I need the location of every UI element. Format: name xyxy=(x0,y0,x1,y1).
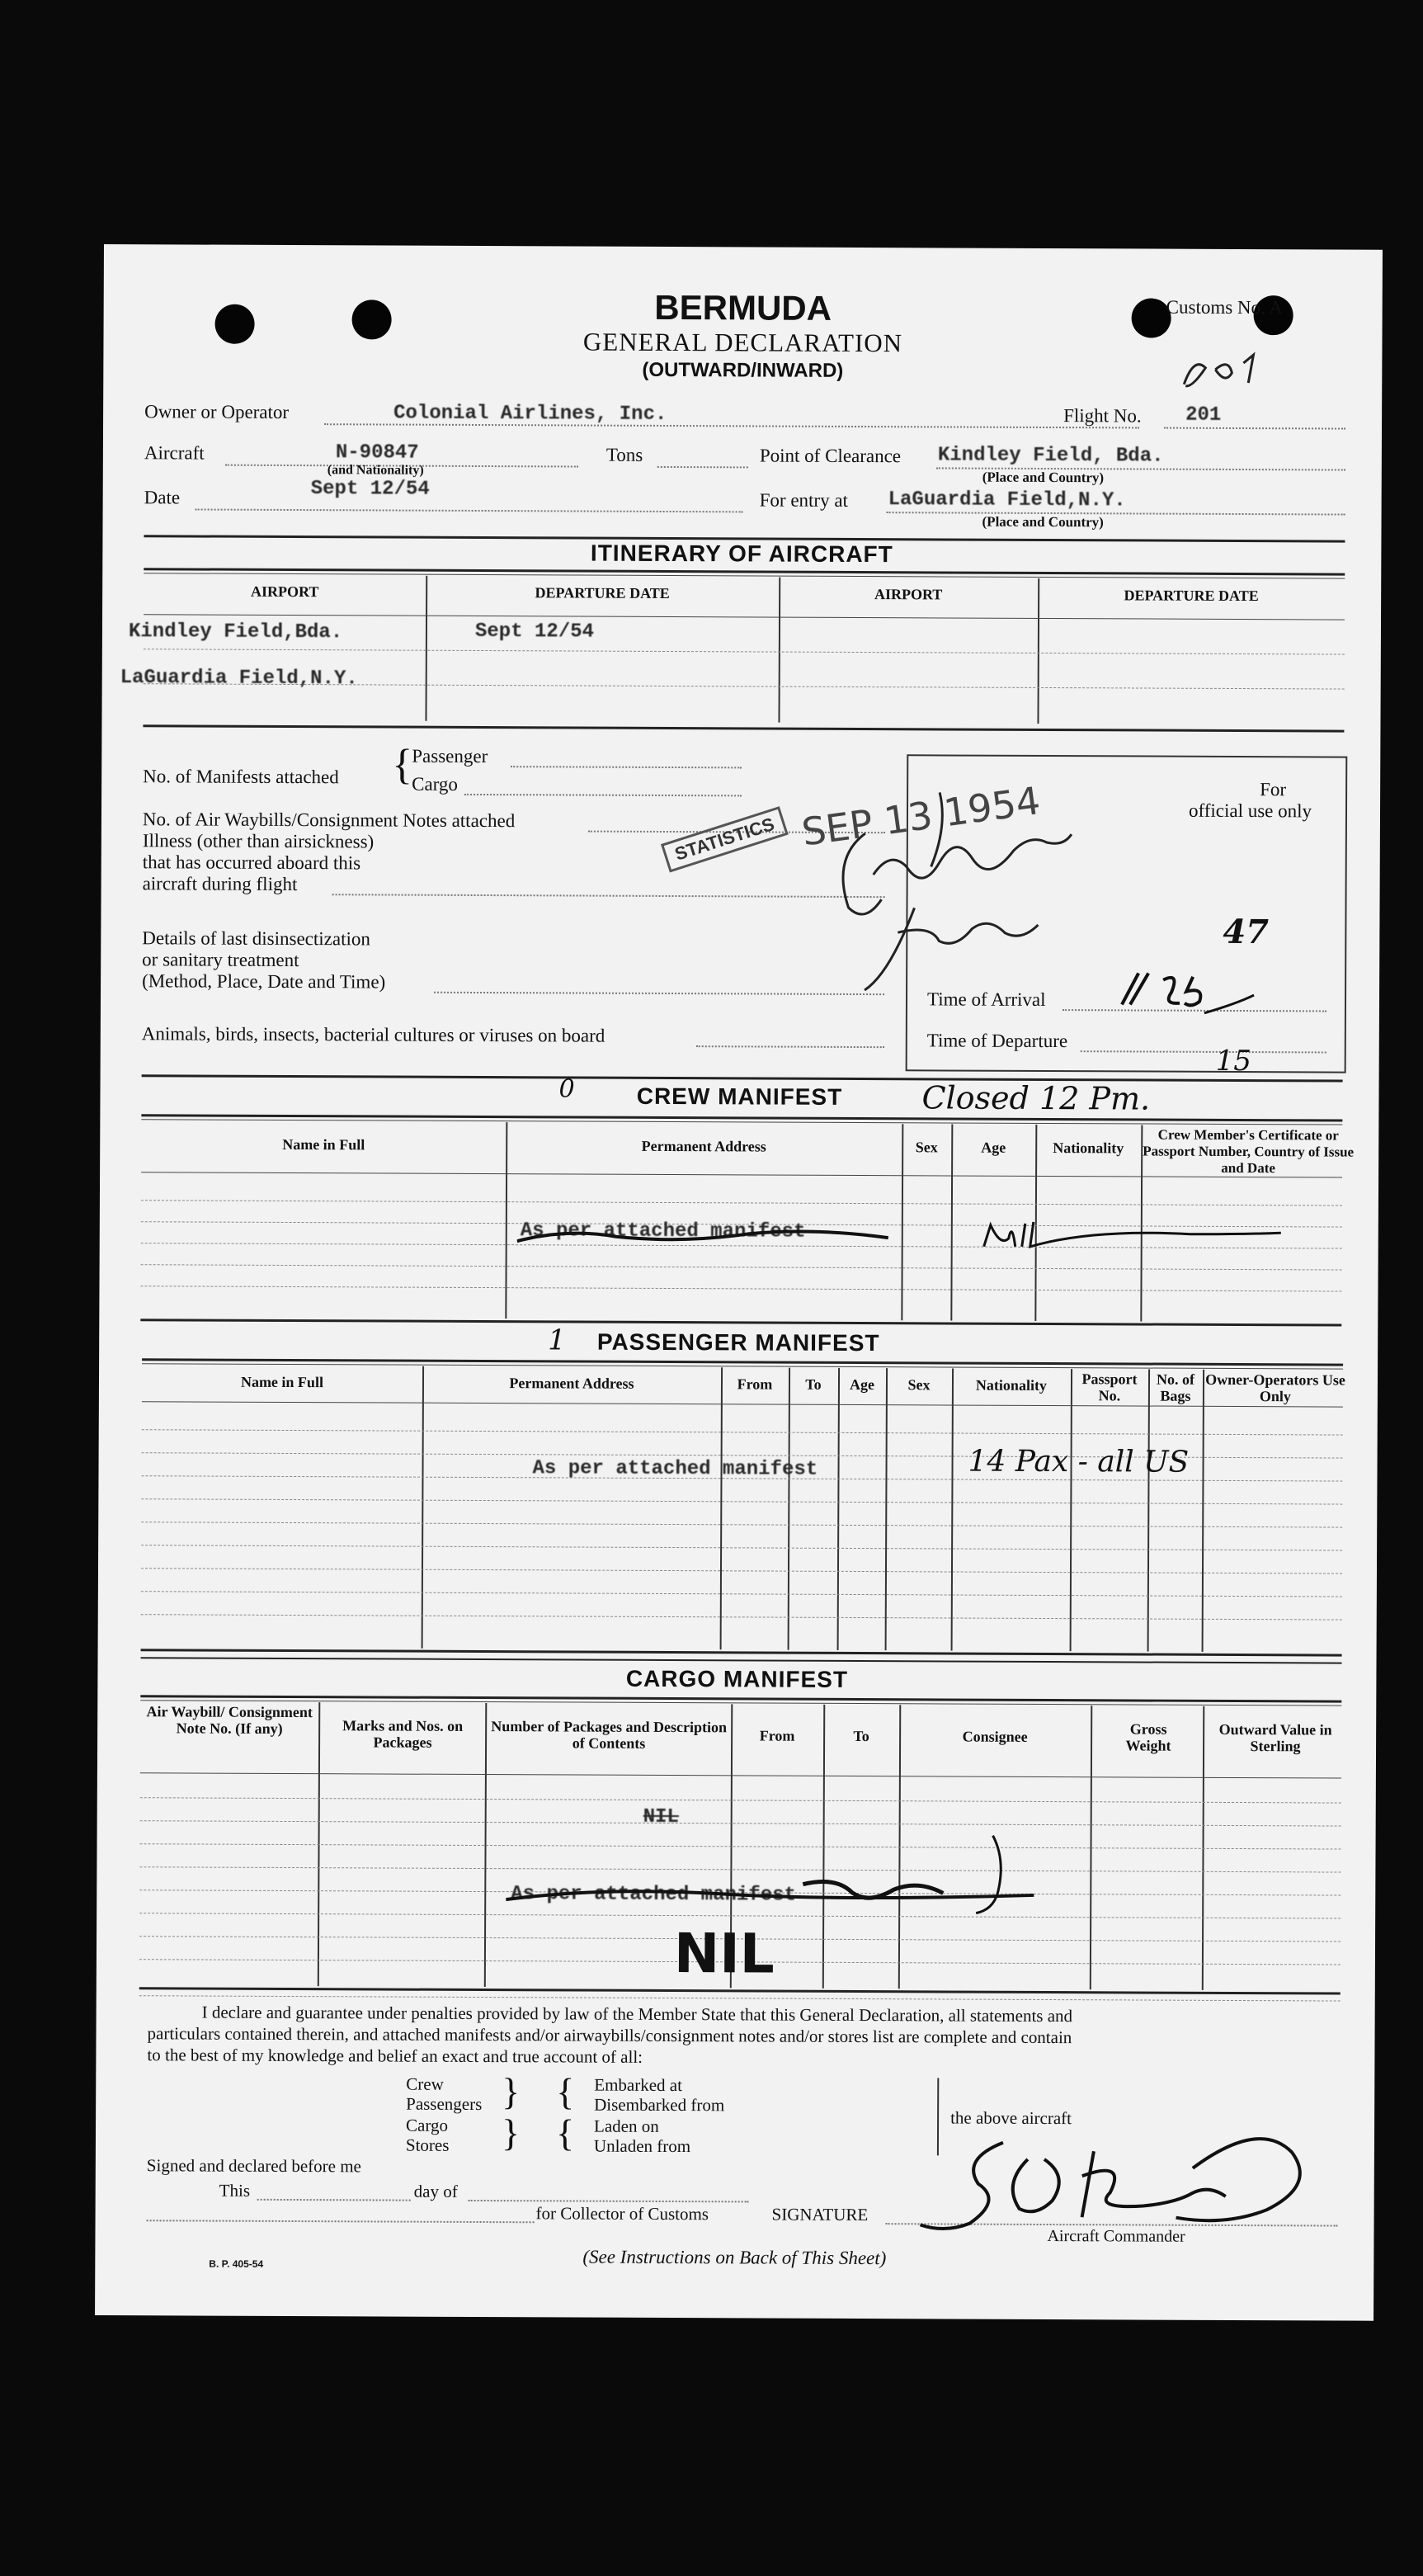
waybills-label: No. of Air Waybills/Consignment Notes attached xyxy=(142,809,516,832)
clearance-value: Kindley Field, Bda. xyxy=(937,444,1164,468)
itinerary-heading: ITINERARY OF AIRCRAFT xyxy=(590,540,893,568)
crew-typed-note: As per attached manifest xyxy=(520,1220,806,1243)
form-title: BERMUDA xyxy=(654,287,832,328)
cargo-footer-line xyxy=(139,1995,1341,2001)
footer-embarked: Embarked at xyxy=(594,2074,683,2096)
crew-zero-handwritten xyxy=(558,1074,574,1103)
cargo-top-rule xyxy=(141,1657,1342,1663)
declaration-form xyxy=(95,244,1383,2321)
crew-col-certificate: Crew Member's Certificate or Passport Number, Country of Issue and Date xyxy=(1143,1126,1355,1177)
cargo-col-value: Outward Value in Sterling xyxy=(1218,1720,1332,1755)
owner-value: Colonial Airlines, Inc. xyxy=(393,402,667,426)
cargo-nil-handwritten xyxy=(673,1922,775,1986)
itinerary-col-airport: AIRPORT xyxy=(874,586,943,603)
passenger-row-line xyxy=(141,1545,1342,1550)
crew-heading: CREW MANIFEST xyxy=(636,1083,843,1110)
illness-label-3: aircraft during flight xyxy=(142,873,298,895)
cargo-row-line xyxy=(140,1797,1341,1803)
passenger-row-line xyxy=(141,1568,1342,1573)
passenger-one-text: 1 xyxy=(548,1323,566,1357)
cargo-col-marks: Marks and Nos. on Packages xyxy=(342,1717,464,1751)
footer-passengers: Passengers xyxy=(406,2093,483,2115)
itinerary-row-line xyxy=(144,649,1345,654)
customs-number-label: Customs No. A xyxy=(1166,296,1283,318)
passenger-col-nationality: Nationality xyxy=(975,1376,1048,1394)
time-15-text: 15 xyxy=(1215,1044,1252,1078)
time-47-handwritten xyxy=(1223,913,1269,951)
closed-note-text: Closed 12 Pm. xyxy=(921,1079,1151,1117)
passenger-col-to: To xyxy=(805,1375,822,1393)
commander-label: Aircraft Commander xyxy=(1047,2227,1185,2246)
disinsect-label-2: or sanitary treatment xyxy=(142,949,299,971)
time-15-handwritten xyxy=(1216,1045,1251,1078)
flight-no-handwritten xyxy=(1177,345,1276,399)
day-of-line xyxy=(469,2200,749,2202)
manifests-brace: { xyxy=(392,741,413,789)
flight-no-value: 201 xyxy=(1185,403,1222,427)
manifests-cargo: Cargo xyxy=(412,773,459,795)
footer-brace-right: { xyxy=(556,2070,575,2113)
footer-unladen: Unladen from xyxy=(593,2135,691,2157)
passenger-col-name: Name in Full xyxy=(240,1373,324,1391)
cargo-typed-nil: NIL xyxy=(643,1805,679,1829)
passenger-col-bags: No. of Bags xyxy=(1156,1371,1195,1404)
entry-value: LaGuardia Field,N.Y. xyxy=(888,488,1126,512)
crew-nil-handwritten xyxy=(976,1214,1289,1261)
passenger-col-divider xyxy=(885,1368,888,1650)
passenger-col-divider xyxy=(1147,1370,1150,1652)
passenger-row-line xyxy=(142,1429,1343,1435)
itinerary-col-departure: DEPARTURE DATE xyxy=(1124,587,1259,605)
official-use-label-1: For xyxy=(1260,779,1287,800)
aircraft-sub: (and Nationality) xyxy=(327,463,424,478)
clearance-sub: (Place and Country) xyxy=(982,469,1105,486)
cargo-heading: CARGO MANIFEST xyxy=(625,1665,849,1692)
date-line xyxy=(196,508,743,512)
animals-line xyxy=(696,1045,884,1048)
footer-above-aircraft: the above aircraft xyxy=(950,2107,1072,2129)
footer-stores: Stores xyxy=(405,2135,450,2155)
declaration-text-2: particulars contained therein, and attached manifests and/or airwaybills/consignment notes and/or stores list are complete and contain xyxy=(147,2023,1072,2048)
itinerary-header-rule xyxy=(144,614,1345,620)
passenger-col-divider xyxy=(422,1366,424,1649)
passenger-col-age: Age xyxy=(849,1375,875,1394)
cargo-header-rule xyxy=(140,1772,1341,1778)
aircraft-label: Aircraft xyxy=(144,442,205,464)
cargo-typed-struck: As per attached manifest xyxy=(511,1883,796,1907)
footer-laden: Laden on xyxy=(594,2116,659,2136)
crew-strike xyxy=(517,1218,897,1257)
manifests-label: No. of Manifests attached xyxy=(143,766,339,788)
passenger-row-line xyxy=(141,1614,1342,1620)
date-stamp: SEP 13 1954 xyxy=(799,777,1044,855)
passenger-col-divider xyxy=(720,1367,723,1649)
passenger-heading: PASSENGER MANIFEST xyxy=(596,1328,880,1356)
passenger-col-owner-use: Owner-Operators Use Only xyxy=(1205,1371,1345,1405)
tons-line xyxy=(657,466,748,468)
instructions-note: (See Instructions on Back of This Sheet) xyxy=(582,2246,887,2269)
passenger-col-sex: Sex xyxy=(907,1376,931,1394)
footer-crew: Crew xyxy=(406,2074,444,2094)
day-of-label: day of xyxy=(413,2181,458,2201)
collector-line xyxy=(147,2220,535,2223)
passenger-row-line xyxy=(141,1591,1342,1597)
entry-label: For entry at xyxy=(759,489,849,511)
signature-label: SIGNATURE xyxy=(771,2204,869,2225)
form-direction: (OUTWARD/INWARD) xyxy=(642,358,844,382)
passenger-row-line xyxy=(141,1498,1342,1504)
date-label: Date xyxy=(144,487,181,508)
itinerary-airport-2: LaGuardia Field,N.Y. xyxy=(120,667,358,691)
passenger-col-divider xyxy=(1070,1369,1072,1651)
cargo-line xyxy=(464,794,742,796)
time-47-text: 47 xyxy=(1223,912,1270,952)
owner-label: Owner or Operator xyxy=(144,401,290,422)
declaration-text-1: I declare and guarantee under penalties provided by law of the Member State that this General Declaration, all statements and xyxy=(201,2002,1073,2026)
footer-brace-left: } xyxy=(501,2111,521,2154)
arrival-time-handwritten xyxy=(1114,955,1262,1026)
passenger-row-line xyxy=(141,1522,1342,1527)
crew-col-nationality: Nationality xyxy=(1053,1139,1124,1157)
cargo-nil-text: NIL xyxy=(673,1922,775,1986)
disinsect-label-3: (Method, Place, Date and Time) xyxy=(142,970,386,993)
closed-note-handwritten xyxy=(921,1079,1150,1116)
itinerary-airport-1: Kindley Field,Bda. xyxy=(128,620,343,644)
this-line xyxy=(257,2199,411,2201)
entry-sub: (Place and Country) xyxy=(982,513,1104,531)
tons-label: Tons xyxy=(605,444,643,465)
animals-label: Animals, birds, insects, bacterial cultures or viruses on board xyxy=(141,1023,605,1046)
cargo-strike xyxy=(506,1825,1051,1931)
form-number: B. P. 405-54 xyxy=(209,2258,264,2270)
passenger-typed-note: As per attached manifest xyxy=(532,1457,818,1481)
passenger-col-from: From xyxy=(737,1375,773,1393)
aircraft-value: N-90847 xyxy=(335,441,419,465)
passenger-line xyxy=(511,766,742,768)
statistics-stamp xyxy=(661,806,789,872)
itinerary-departure-1: Sept 12/54 xyxy=(474,620,595,644)
footer-disembarked: Disembarked from xyxy=(594,2094,725,2116)
departure-label: Time of Departure xyxy=(926,1030,1068,1052)
illness-label-2: that has occurred aboard this xyxy=(142,852,361,874)
crew-zero-text: 0 xyxy=(558,1074,575,1104)
flight-no-label: Flight No. xyxy=(1063,405,1142,427)
footer-cargo: Cargo xyxy=(406,2115,449,2135)
footer-brace-right: { xyxy=(555,2111,575,2154)
flight-no-line xyxy=(1164,427,1345,430)
date-value: Sept 12/54 xyxy=(310,478,430,501)
this-label: This xyxy=(219,2180,251,2201)
crew-col-age: Age xyxy=(981,1139,1006,1156)
passenger-col-divider xyxy=(837,1368,840,1650)
illness-line xyxy=(332,894,885,898)
footer-brace-left: } xyxy=(502,2070,521,2113)
passenger-col-divider xyxy=(788,1368,790,1650)
cargo-col-weight: Gross Weight xyxy=(1125,1720,1171,1754)
entry-line xyxy=(887,512,1345,515)
passenger-col-divider xyxy=(1202,1370,1204,1652)
cargo-col-waybill: Air Waybill/ Consignment Note No. (If any) xyxy=(146,1703,313,1737)
cargo-col-packages: Number of Packages and Description of Contents xyxy=(491,1718,728,1752)
crew-row-line xyxy=(141,1264,1342,1270)
itinerary-bottom-rule xyxy=(143,724,1344,732)
crew-col-name: Name in Full xyxy=(282,1135,365,1154)
cargo-col-from: From xyxy=(759,1727,795,1744)
crew-row-line xyxy=(140,1286,1341,1291)
declaration-text-3: to the best of my knowledge and belief an exact and true account of all: xyxy=(147,2045,643,2067)
disinsect-label-1: Details of last disinsectization xyxy=(142,927,370,950)
crew-bottom-rule xyxy=(140,1319,1341,1326)
official-use-label-2: official use only xyxy=(1188,800,1312,822)
passenger-note-handwritten xyxy=(968,1445,1189,1479)
signed-before-label: Signed and declared before me xyxy=(146,2155,361,2177)
passenger-col-passport: Passport No. xyxy=(1081,1371,1138,1404)
passenger-col-divider xyxy=(951,1368,954,1650)
illness-label-1: Illness (other than airsickness) xyxy=(142,830,375,852)
crew-col-address: Permanent Address xyxy=(641,1137,766,1155)
manifests-passenger: Passenger xyxy=(412,745,488,767)
passenger-note-text: 14 Pax - all US xyxy=(968,1444,1190,1479)
cargo-col-consignee: Consignee xyxy=(962,1728,1028,1745)
passenger-col-address: Permanent Address xyxy=(509,1375,634,1392)
clearance-label: Point of Clearance xyxy=(759,445,902,467)
passenger-bottom-rule xyxy=(141,1649,1342,1656)
cargo-bottom-rule xyxy=(139,1987,1341,1994)
arrival-label: Time of Arrival xyxy=(926,988,1046,1010)
itinerary-col-airport: AIRPORT xyxy=(250,583,319,601)
collector-label: for Collector of Customs xyxy=(535,2203,709,2225)
cargo-col-to: To xyxy=(853,1727,869,1745)
crew-row-line xyxy=(141,1200,1342,1205)
crew-top-rule xyxy=(142,1074,1343,1082)
crew-col-sex: Sex xyxy=(915,1139,938,1156)
itinerary-col-departure: DEPARTURE DATE xyxy=(535,584,670,602)
statistics-stamp-text: STATISTICS xyxy=(671,813,777,865)
inspector-signature xyxy=(815,784,1113,1012)
form-subtitle: GENERAL DECLARATION xyxy=(582,327,903,358)
